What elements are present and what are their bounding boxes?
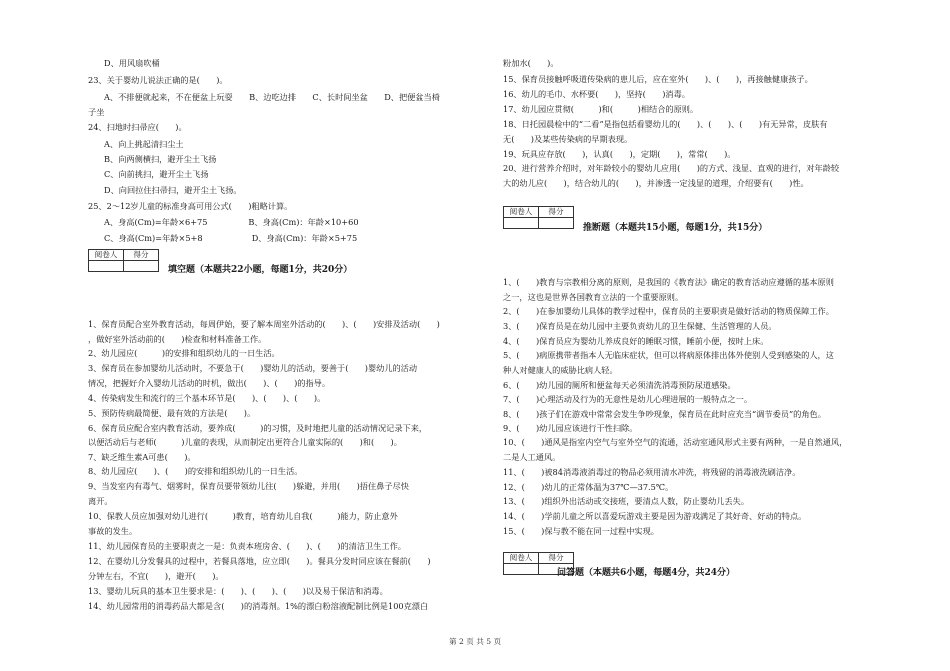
fill-line: 13、婴幼儿玩具的基本卫生要求是：( )、( )、( )以及易于保洁和消毒。 xyxy=(88,586,388,596)
judge-line: 种人对健康人的威胁比病人轻。 xyxy=(503,365,618,375)
judge-line: 12、( )幼儿的正常体温为37℃—37.5℃。 xyxy=(503,482,674,492)
fill-line: 10、保教人员应加强对幼儿进行( )教育，培育幼儿自我( )能力，防止意外 xyxy=(88,511,398,521)
q24-option-d: D、向回拉住扫帚扫，避开尘土飞扬。 xyxy=(104,185,242,195)
judge-line: 11、( )被84消毒液消毒过的物品必须用清水冲洗，将残留的消毒液洗刷洁净。 xyxy=(503,467,801,477)
reviewer-label: 阅卷人 xyxy=(504,553,539,564)
score-cell xyxy=(539,218,574,229)
q24-stem: 24、扫地时扫帚应( )。 xyxy=(88,122,187,132)
fill-line: 3、保育员在参加婴幼儿活动时，不要急于( )婴幼儿的活动，要善于( )婴幼儿的活动 xyxy=(88,363,418,373)
score-label: 得分 xyxy=(124,250,159,261)
section-title-essay: 问答题（本题共6小题，每题4分，共24分） xyxy=(557,568,736,578)
judge-line: 4、( )保育员应为婴幼儿养成良好的睡眠习惯，睡前小便，按时上床。 xyxy=(503,336,769,346)
fill-line: 5、预防传病最简便、最有效的方法是( )。 xyxy=(88,408,256,418)
reviewer-cell xyxy=(504,218,539,229)
judge-line: 7、( )心理活动及行为的无意性是幼儿心理进展的一般特点之一。 xyxy=(503,394,753,404)
fill-line: 事故的发生。 xyxy=(88,526,138,536)
fill-line: 9、当发室内有毒气、烟雾时，保育员要带领幼儿往( )躲避，并用( )捂住鼻子尽快 xyxy=(88,481,409,491)
judge-line: 之一，这也是世界各国教育立法的一个重要原则。 xyxy=(503,292,684,302)
fill-line: 情况，把握好介入婴幼儿活动的时机，做出( )、( )的指导。 xyxy=(88,378,331,388)
q23-options: A、不排便就起来，不在便盆上玩耍 B、边吃边排 C、长时间坐盆 D、把便盆当椅 xyxy=(104,92,440,102)
judge-line: 13、( )组织外出活动或交接班，要清点人数，防止婴幼儿丢失。 xyxy=(503,496,750,506)
judge-line: 二是人工通风。 xyxy=(503,452,561,462)
judge-line: 6、( )幼儿园的厕所和便盆每天必须清洗消毒预防尿道感染。 xyxy=(503,380,736,390)
fill-line: 6、保育员应配合室内教育活动，要养成( )的习惯，及时地把儿童的活动情况记录下来， xyxy=(88,423,428,433)
fill-line: 18、日托园晨检中的“二看”是指包括看婴幼儿的( )、( )、( )有无异常，皮肤有 xyxy=(503,119,828,129)
score-label: 得分 xyxy=(539,207,574,218)
fill-continuation: 粉加水( )。 xyxy=(503,58,559,68)
fill-line: 无( )及某些传染病的早期表现。 xyxy=(503,134,633,144)
judge-line: 2、( )在参加婴幼儿具体的教学过程中，保育员的主要职责是做好活动的物质保障工作。 xyxy=(503,306,834,316)
judge-line: 8、( )孩子们在游戏中常常会发生争吵现象，保育员在此时应充当“调节委员”的角色。 xyxy=(503,409,826,419)
judge-line: 9、( )幼儿园应该进行干性扫除。 xyxy=(503,423,638,433)
reviewer-label: 阅卷人 xyxy=(504,207,539,218)
fill-line: ，做好室外活动前的( )检查和材料准备工作。 xyxy=(88,334,267,344)
fill-line: 1、保育员配合室外教育活动，每周伊始，要了解本周室外活动的( )、( )安排及活动( ) xyxy=(88,319,440,329)
reviewer-cell xyxy=(89,261,124,272)
judge-line: 14、( )学前儿童之所以喜爱玩游戏主要是因为游戏满足了其好奇、好动的特点。 xyxy=(503,511,807,521)
score-label: 得分 xyxy=(539,553,574,564)
judge-line: 10、( )通风是指室内空气与室外空气的流通，活动室通风形式主要有两种，一是自然通风， xyxy=(503,437,848,447)
fill-line: 4、传染病发生和流行的三个基本环节是( )、( )、( )。 xyxy=(88,393,326,403)
reviewer-label: 阅卷人 xyxy=(89,250,124,261)
fill-line: 2、幼儿园应( )的安排和组织幼儿的一日生活。 xyxy=(88,348,280,358)
q24-option-a: A、向上挑起清扫尘土 xyxy=(104,139,184,149)
fill-line: 以便活动后与老师( )儿童的表现，从而制定出更符合儿童实际的( )和( )。 xyxy=(88,437,402,447)
q25-stem: 25、2～12岁儿童的标准身高可用公式( )粗略计算。 xyxy=(88,201,293,211)
fill-line: 17、幼儿园应贯彻( )和( )相结合的原则。 xyxy=(503,104,699,114)
section-title-judge: 推断题（本题共15小题，每题1分，共15分） xyxy=(583,223,768,233)
page-footer: 第 2 页 共 5 页 xyxy=(448,637,502,646)
judge-line: 5、( )病原携带者指本人无临床症状，但可以将病原体排出体外使别人受到感染的人，这 xyxy=(503,350,834,360)
judge-line: 1、( )教育与宗教相分离的原则，是我国的《教育法》确定的教育活动应遵循的基本原则 xyxy=(503,277,834,287)
score-cell xyxy=(124,261,159,272)
q23-options-wrap: 子坐 xyxy=(88,107,105,117)
section-title-fill: 填空题（本题共22小题，每题1分，共20分） xyxy=(168,265,353,275)
q24-option-c: C、向前挑扫，避开尘土飞扬 xyxy=(104,169,209,179)
fill-line: 大的幼儿应( )，结合幼儿的( )，并渗透一定浅显的道理，介绍要有( )性。 xyxy=(503,178,809,188)
q22-option-d: D、用风扇吹桶 xyxy=(104,58,160,68)
fill-line: 14、幼儿园常用的消毒药品大都是含( )的消毒剂。1%的漂白粉溶液配制比例是100克漂白 xyxy=(88,601,429,611)
fill-line: 12、在婴幼儿分发餐具的过程中，若餐具落地，应立即( )。餐具分发时同应该在餐前( ) xyxy=(88,556,431,566)
score-box-judge xyxy=(503,206,574,229)
fill-line: 11、幼儿园保育员的主要职责之一是：负责本班房舍、( )、( )的清洁卫生工作。 xyxy=(88,541,406,551)
q25-options-ab: A、身高(Cm)=年龄×6+75 B、身高(Cm)：年龄×10+60 xyxy=(104,217,359,227)
fill-line: 15、保育员接触呼吸道传染病的患儿后，应在室外( )、( )，再接触健康孩子。 xyxy=(503,74,813,84)
fill-line: 7、缺乏维生素A可患( )。 xyxy=(88,452,196,462)
judge-line: 3、( )保育员是在幼儿园中主要负责幼儿的卫生保健、生活管理的人员。 xyxy=(503,321,777,331)
fill-line: 8、幼儿园应( )、( )的安排和组织幼儿的一日生活。 xyxy=(88,466,303,476)
fill-line: 分钟左右，不宜( )，避开( )。 xyxy=(88,571,224,581)
score-box-fill xyxy=(88,249,159,272)
q24-option-b: B、向两侧横扫，避开尘土飞扬 xyxy=(104,154,217,164)
q25-options-cd: C、身高(Cm)=年龄×5+8 D、身高(Cm)：年龄×5+75 xyxy=(104,233,358,243)
fill-line: 19、玩具应存放( )，认真( )，定期( )，常常( )。 xyxy=(503,149,736,159)
fill-line: 离开。 xyxy=(88,496,113,506)
fill-line: 20、进行营养介绍时，对年龄较小的婴幼儿应用( )的方式、浅显、直观的进行，对年龄较 xyxy=(503,163,840,173)
q23-stem: 23、关于婴幼儿说法正确的是( )。 xyxy=(88,75,228,85)
fill-line: 16、幼儿的毛巾、水杯要( )，坚持( )消毒。 xyxy=(503,89,690,99)
reviewer-cell xyxy=(504,564,539,575)
judge-line: 15、( )保与教不能在同一过程中实现。 xyxy=(503,526,659,536)
